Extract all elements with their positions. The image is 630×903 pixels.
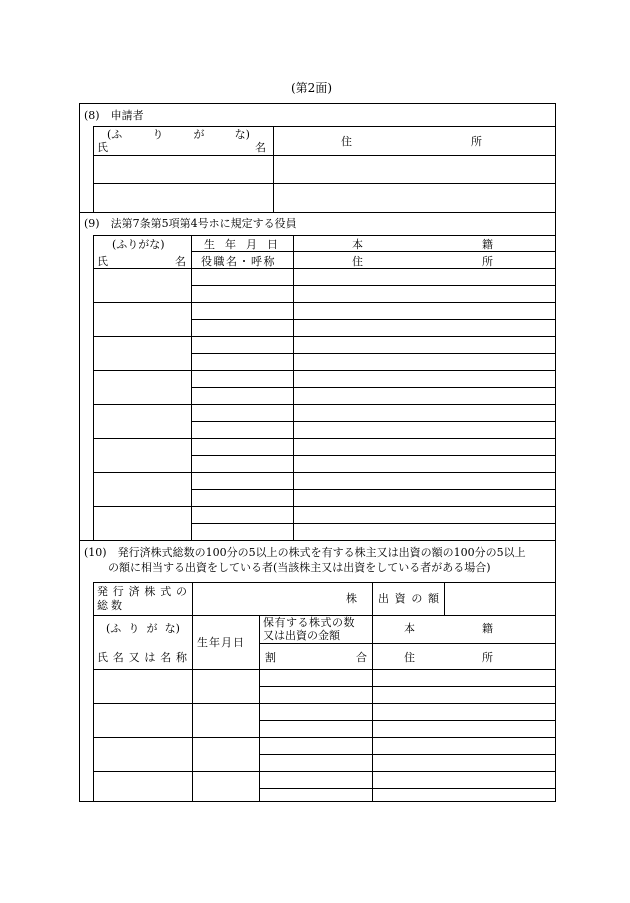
s9-domicile-header: 本 籍	[352, 238, 493, 251]
s9-address-header: 住 所	[352, 255, 493, 268]
s10-total-shares-label-2: 総数	[97, 599, 125, 612]
s9-furigana-header: (ふりがな)	[112, 238, 165, 251]
s8-furigana-header: (ふ り が な)	[107, 128, 250, 141]
section-10-title-line-1: (10) 発行済株式総数の100分の5以上の株式を有する株主又は出資の額の100分の5以上	[84, 546, 526, 559]
s10-capital-input[interactable]	[445, 583, 554, 614]
section-8-title: (8) 申請者	[84, 109, 144, 122]
s10-address-header: 住 所	[404, 651, 493, 664]
s10-holdings-header-1: 保有する株式の数	[263, 616, 355, 629]
s10-holdings-header-2: 又は出資の金額	[263, 629, 340, 642]
s10-furigana-header: (ふ り が な)	[106, 622, 180, 635]
section-10-title-line-2: の額に相当する出資をしている者(当該株主又は出資をしている者がある場合)	[108, 561, 491, 574]
s10-total-shares-input[interactable]	[193, 583, 343, 614]
section-9-title: (9) 法第7条第5項第4号ホに規定する役員	[84, 217, 297, 230]
s10-shares-unit: 株	[346, 592, 357, 605]
page-label: (第2面)	[291, 81, 332, 95]
s10-total-shares-label-1: 発 行 済 株 式 の	[97, 585, 187, 598]
s10-dob-header: 生年月日	[197, 636, 245, 649]
s10-capital-label: 出 資 の 額	[378, 592, 439, 605]
s8-address-input-2[interactable]	[274, 184, 554, 211]
s8-address-input-1[interactable]	[274, 156, 554, 182]
s8-name-input-1[interactable]	[94, 156, 272, 182]
s9-dob-header: 生 年 月 日	[204, 238, 278, 251]
s10-ratio-header: 割 合	[265, 651, 367, 664]
s9-name-header: 氏 名	[97, 255, 186, 268]
s8-name-input-2[interactable]	[94, 184, 272, 211]
s8-name-header: 氏 名	[97, 141, 266, 154]
s9-position-header: 役職名・呼称	[201, 255, 276, 268]
s10-domicile-header: 本 籍	[404, 622, 493, 635]
s8-address-header: 住 所	[341, 135, 482, 148]
s10-name-header: 氏 名 又 は 名 称	[97, 651, 187, 664]
